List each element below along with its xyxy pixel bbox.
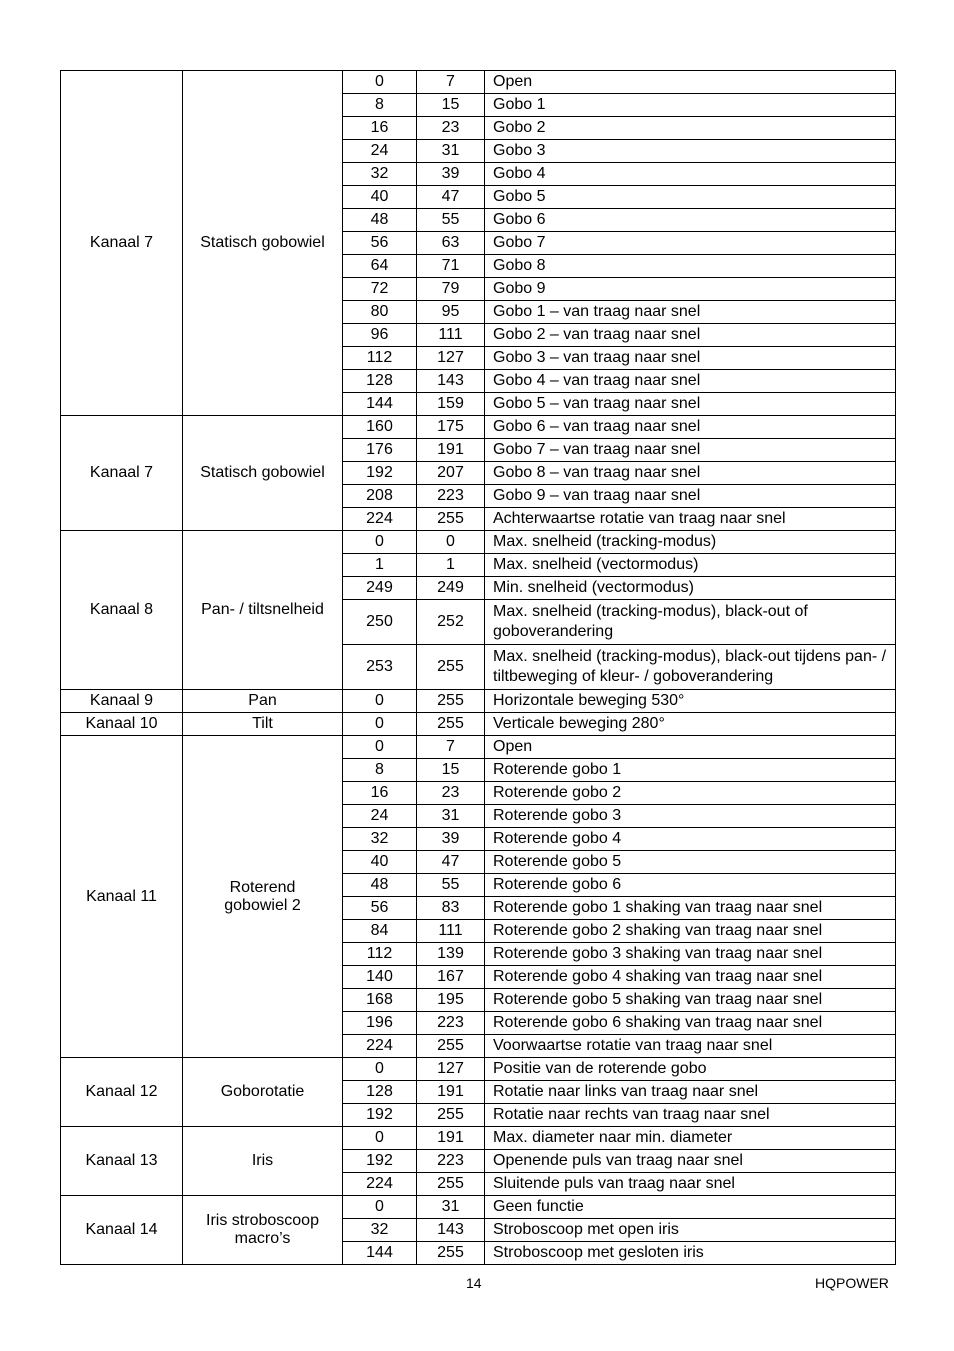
function-cell: Pan- / tiltsnelheid [183, 531, 343, 690]
range-from-cell: 32 [343, 163, 417, 186]
description-cell: Stroboscoop met gesloten iris [485, 1242, 896, 1265]
table-row [61, 1196, 896, 1219]
function-cell: Iris stroboscoop macro’s [183, 1196, 343, 1265]
range-to-cell: 31 [417, 805, 485, 828]
description-cell: Positie van de roterende gobo [485, 1058, 896, 1081]
range-to-cell: 79 [417, 278, 485, 301]
description-cell: Gobo 7 – van traag naar snel [485, 439, 896, 462]
table-row [61, 713, 896, 736]
description-cell: Gobo 1 – van traag naar snel [485, 301, 896, 324]
range-from-cell: 0 [343, 531, 417, 554]
range-to-cell: 249 [417, 577, 485, 600]
channel-cell: Kanaal 8 [61, 531, 183, 690]
range-to-cell: 0 [417, 531, 485, 554]
range-from-cell: 32 [343, 1219, 417, 1242]
range-to-cell: 7 [417, 71, 485, 94]
description-cell: Gobo 4 [485, 163, 896, 186]
range-to-cell: 175 [417, 416, 485, 439]
description-cell: Rotatie naar rechts van traag naar snel [485, 1104, 896, 1127]
description-cell: Roterende gobo 3 [485, 805, 896, 828]
range-from-cell: 48 [343, 209, 417, 232]
range-to-cell: 255 [417, 508, 485, 531]
range-to-cell: 207 [417, 462, 485, 485]
range-to-cell: 71 [417, 255, 485, 278]
range-to-cell: 252 [417, 600, 485, 645]
range-to-cell: 127 [417, 1058, 485, 1081]
description-cell: Gobo 1 [485, 94, 896, 117]
range-from-cell: 144 [343, 393, 417, 416]
description-cell: Voorwaartse rotatie van traag naar snel [485, 1035, 896, 1058]
range-to-cell: 7 [417, 736, 485, 759]
description-cell: Roterende gobo 4 shaking van traag naar snel [485, 966, 896, 989]
brand-name: HQPOWER [815, 1275, 889, 1291]
range-from-cell: 84 [343, 920, 417, 943]
range-from-cell: 192 [343, 462, 417, 485]
range-from-cell: 40 [343, 186, 417, 209]
range-to-cell: 31 [417, 1196, 485, 1219]
range-from-cell: 176 [343, 439, 417, 462]
description-cell: Horizontale beweging 530° [485, 690, 896, 713]
range-from-cell: 8 [343, 759, 417, 782]
range-to-cell: 15 [417, 759, 485, 782]
range-to-cell: 83 [417, 897, 485, 920]
description-cell: Gobo 2 – van traag naar snel [485, 324, 896, 347]
function-cell: Tilt [183, 713, 343, 736]
description-cell: Geen functie [485, 1196, 896, 1219]
range-from-cell: 192 [343, 1150, 417, 1173]
dmx-table-body [61, 71, 896, 1265]
description-cell: Max. snelheid (vectormodus) [485, 554, 896, 577]
range-from-cell: 24 [343, 805, 417, 828]
description-cell: Gobo 4 – van traag naar snel [485, 370, 896, 393]
table-row [61, 1058, 896, 1081]
range-to-cell: 127 [417, 347, 485, 370]
range-to-cell: 255 [417, 690, 485, 713]
description-cell: Gobo 8 [485, 255, 896, 278]
channel-cell: Kanaal 12 [61, 1058, 183, 1127]
range-from-cell: 128 [343, 1081, 417, 1104]
range-from-cell: 96 [343, 324, 417, 347]
range-to-cell: 15 [417, 94, 485, 117]
range-from-cell: 0 [343, 736, 417, 759]
range-from-cell: 168 [343, 989, 417, 1012]
range-to-cell: 191 [417, 439, 485, 462]
range-from-cell: 80 [343, 301, 417, 324]
description-cell: Roterende gobo 6 shaking van traag naar snel [485, 1012, 896, 1035]
range-from-cell: 32 [343, 828, 417, 851]
range-from-cell: 0 [343, 713, 417, 736]
range-from-cell: 64 [343, 255, 417, 278]
table-row [61, 531, 896, 554]
description-cell: Achterwaartse rotatie van traag naar snel [485, 508, 896, 531]
description-cell: Gobo 2 [485, 117, 896, 140]
range-from-cell: 249 [343, 577, 417, 600]
description-cell: Roterende gobo 1 [485, 759, 896, 782]
table-row [61, 71, 896, 94]
description-cell: Openende puls van traag naar snel [485, 1150, 896, 1173]
range-from-cell: 56 [343, 232, 417, 255]
description-cell: Stroboscoop met open iris [485, 1219, 896, 1242]
function-cell: Pan [183, 690, 343, 713]
description-cell: Open [485, 71, 896, 94]
range-to-cell: 63 [417, 232, 485, 255]
range-to-cell: 159 [417, 393, 485, 416]
range-from-cell: 140 [343, 966, 417, 989]
function-cell: Statisch gobowiel [183, 71, 343, 416]
range-to-cell: 191 [417, 1081, 485, 1104]
description-cell: Gobo 7 [485, 232, 896, 255]
range-from-cell: 0 [343, 690, 417, 713]
channel-cell: Kanaal 7 [61, 416, 183, 531]
description-cell: Roterende gobo 6 [485, 874, 896, 897]
function-cell: Goborotatie [183, 1058, 343, 1127]
range-to-cell: 55 [417, 209, 485, 232]
range-from-cell: 112 [343, 347, 417, 370]
range-to-cell: 23 [417, 117, 485, 140]
range-from-cell: 0 [343, 1127, 417, 1150]
range-to-cell: 167 [417, 966, 485, 989]
table-row [61, 736, 896, 759]
range-to-cell: 143 [417, 370, 485, 393]
range-to-cell: 111 [417, 920, 485, 943]
range-to-cell: 191 [417, 1127, 485, 1150]
description-cell: Min. snelheid (vectormodus) [485, 577, 896, 600]
function-cell: Statisch gobowiel [183, 416, 343, 531]
description-cell: Max. snelheid (tracking-modus), black-out tijdens pan- / tiltbeweging of kleur- / goboverandering [485, 645, 896, 690]
description-cell: Roterende gobo 2 shaking van traag naar snel [485, 920, 896, 943]
range-from-cell: 40 [343, 851, 417, 874]
range-from-cell: 128 [343, 370, 417, 393]
range-from-cell: 1 [343, 554, 417, 577]
range-from-cell: 24 [343, 140, 417, 163]
range-from-cell: 208 [343, 485, 417, 508]
description-cell: Verticale beweging 280° [485, 713, 896, 736]
description-cell: Gobo 9 – van traag naar snel [485, 485, 896, 508]
range-from-cell: 16 [343, 782, 417, 805]
description-cell: Gobo 8 – van traag naar snel [485, 462, 896, 485]
range-from-cell: 72 [343, 278, 417, 301]
range-to-cell: 255 [417, 1242, 485, 1265]
range-to-cell: 95 [417, 301, 485, 324]
description-cell: Roterende gobo 3 shaking van traag naar snel [485, 943, 896, 966]
table-row [61, 1127, 896, 1150]
range-to-cell: 255 [417, 713, 485, 736]
range-to-cell: 31 [417, 140, 485, 163]
range-to-cell: 47 [417, 851, 485, 874]
range-from-cell: 0 [343, 1058, 417, 1081]
channel-cell: Kanaal 10 [61, 713, 183, 736]
description-cell: Sluitende puls van traag naar snel [485, 1173, 896, 1196]
range-from-cell: 48 [343, 874, 417, 897]
description-cell: Gobo 3 [485, 140, 896, 163]
range-to-cell: 39 [417, 163, 485, 186]
range-from-cell: 0 [343, 71, 417, 94]
description-cell: Roterende gobo 5 [485, 851, 896, 874]
range-to-cell: 111 [417, 324, 485, 347]
range-to-cell: 55 [417, 874, 485, 897]
range-from-cell: 112 [343, 943, 417, 966]
description-cell: Rotatie naar links van traag naar snel [485, 1081, 896, 1104]
description-cell: Roterende gobo 5 shaking van traag naar snel [485, 989, 896, 1012]
channel-cell: Kanaal 13 [61, 1127, 183, 1196]
description-cell: Max. snelheid (tracking-modus) [485, 531, 896, 554]
dmx-channel-table [60, 70, 896, 1265]
description-cell: Roterende gobo 4 [485, 828, 896, 851]
channel-cell: Kanaal 14 [61, 1196, 183, 1265]
description-cell: Max. snelheid (tracking-modus), black-out of goboverandering [485, 600, 896, 645]
range-from-cell: 224 [343, 508, 417, 531]
channel-cell: Kanaal 7 [61, 71, 183, 416]
description-cell: Roterende gobo 2 [485, 782, 896, 805]
channel-cell: Kanaal 9 [61, 690, 183, 713]
description-cell: Gobo 3 – van traag naar snel [485, 347, 896, 370]
range-to-cell: 223 [417, 1150, 485, 1173]
description-cell: Gobo 6 [485, 209, 896, 232]
range-to-cell: 223 [417, 485, 485, 508]
range-to-cell: 47 [417, 186, 485, 209]
range-from-cell: 224 [343, 1035, 417, 1058]
range-to-cell: 143 [417, 1219, 485, 1242]
range-from-cell: 196 [343, 1012, 417, 1035]
range-from-cell: 253 [343, 645, 417, 690]
range-to-cell: 23 [417, 782, 485, 805]
range-to-cell: 195 [417, 989, 485, 1012]
channel-cell: Kanaal 11 [61, 736, 183, 1058]
description-cell: Gobo 6 – van traag naar snel [485, 416, 896, 439]
description-cell: Open [485, 736, 896, 759]
range-to-cell: 255 [417, 645, 485, 690]
range-from-cell: 160 [343, 416, 417, 439]
range-from-cell: 250 [343, 600, 417, 645]
function-cell: Iris [183, 1127, 343, 1196]
description-cell: Gobo 5 [485, 186, 896, 209]
range-from-cell: 192 [343, 1104, 417, 1127]
range-to-cell: 255 [417, 1104, 485, 1127]
range-from-cell: 0 [343, 1196, 417, 1219]
description-cell: Gobo 9 [485, 278, 896, 301]
range-from-cell: 8 [343, 94, 417, 117]
range-from-cell: 224 [343, 1173, 417, 1196]
table-row [61, 690, 896, 713]
function-cell: Roterend gobowiel 2 [183, 736, 343, 1058]
range-to-cell: 255 [417, 1035, 485, 1058]
description-cell: Max. diameter naar min. diameter [485, 1127, 896, 1150]
range-to-cell: 39 [417, 828, 485, 851]
table-row [61, 416, 896, 439]
description-cell: Gobo 5 – van traag naar snel [485, 393, 896, 416]
range-to-cell: 223 [417, 1012, 485, 1035]
range-to-cell: 1 [417, 554, 485, 577]
page-number: 14 [466, 1275, 482, 1291]
range-to-cell: 139 [417, 943, 485, 966]
range-to-cell: 255 [417, 1173, 485, 1196]
range-from-cell: 56 [343, 897, 417, 920]
range-from-cell: 144 [343, 1242, 417, 1265]
description-cell: Roterende gobo 1 shaking van traag naar snel [485, 897, 896, 920]
range-from-cell: 16 [343, 117, 417, 140]
